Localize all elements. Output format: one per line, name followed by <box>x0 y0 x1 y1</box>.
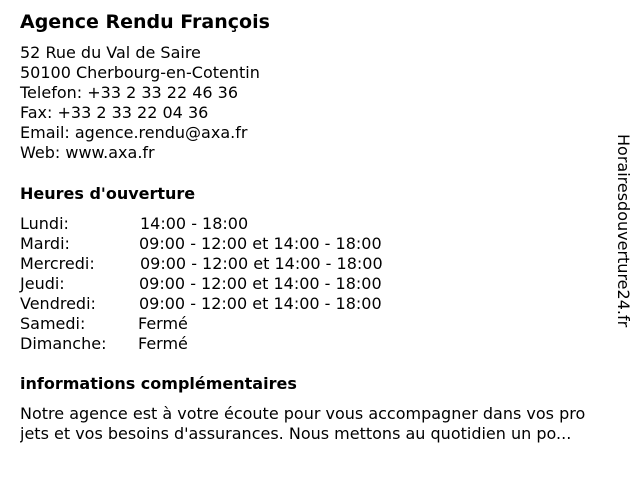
contact-details <box>20 43 260 163</box>
day-hours: 09:00 - 12:00 et 14:00 - 18:00 <box>139 294 382 313</box>
day-hours: 09:00 - 12:00 et 14:00 - 18:00 <box>139 234 382 253</box>
day-label: Mercredi: <box>20 254 95 273</box>
address-city: 50100 Cherbourg-en-Cotentin <box>20 63 260 82</box>
additional-info-heading: informations complémentaires <box>20 374 297 393</box>
day-hours: Fermé <box>138 334 188 353</box>
agency-description <box>20 404 632 444</box>
day-label: Mardi: <box>20 234 70 253</box>
day-label: Dimanche: <box>20 334 107 353</box>
agency-name: Agence Rendu François <box>20 11 270 33</box>
day-label: Jeudi: <box>20 274 65 293</box>
day-hours: 14:00 - 18:00 <box>140 214 249 233</box>
email-address: Email: agence.rendu@axa.fr <box>20 123 248 142</box>
site-watermark: Horairesdouverture24.fr <box>614 134 633 328</box>
fax-number: Fax: +33 2 33 22 04 36 <box>20 103 209 122</box>
address-street: 52 Rue du Val de Saire <box>20 43 201 62</box>
day-label: Lundi: <box>20 214 69 233</box>
opening-hours-heading: Heures d'ouverture <box>20 184 196 203</box>
website: Web: www.axa.fr <box>20 143 155 162</box>
description-line-1: Notre agence est à votre écoute pour vous accompagner dans vos pro <box>20 404 586 423</box>
day-label: Samedi: <box>20 314 86 333</box>
day-hours: 09:00 - 12:00 et 14:00 - 18:00 <box>140 254 383 273</box>
day-hours: Fermé <box>138 314 188 333</box>
day-hours: 09:00 - 12:00 et 14:00 - 18:00 <box>139 274 382 293</box>
phone-number: Telefon: +33 2 33 22 46 36 <box>20 83 239 102</box>
description-line-2: jets et vos besoins d'assurances. Nous mettons au quotidien un po... <box>20 424 572 443</box>
day-label: Vendredi: <box>20 294 96 313</box>
